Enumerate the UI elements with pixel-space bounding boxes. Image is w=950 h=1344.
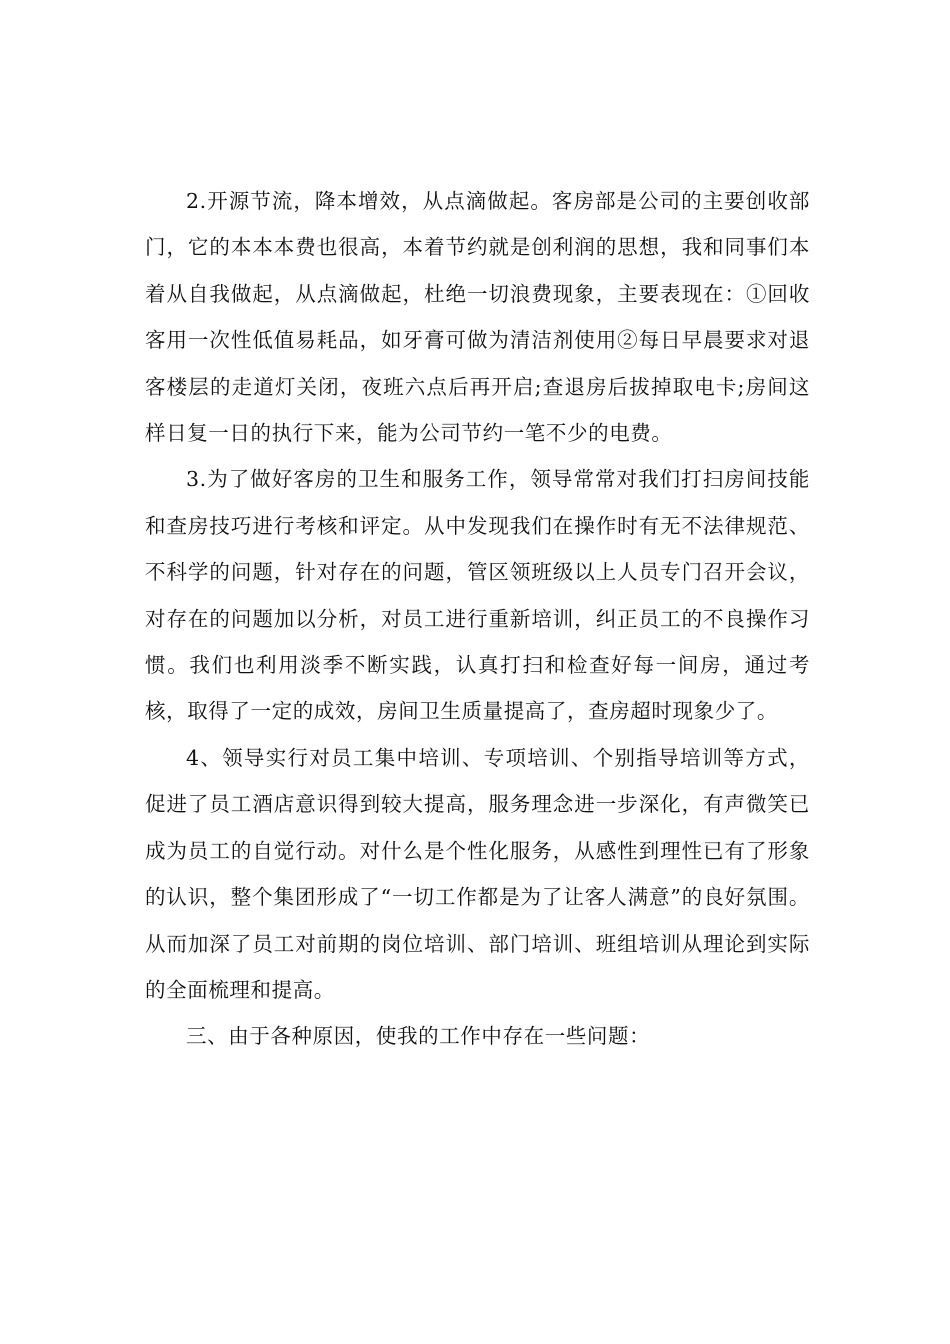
paragraph-hygiene-service: 3.为了做好客房的卫生和服务工作，领导常常对我们打扫房间技能和查房技巧进行考核和评定。从中发现我们在操作时有无不法律规范、不科学的问题，针对存在的问题，管区领班级以上人员专门召开会议，对存在的问题加以分析，对员工进行重新培训，纠正员工的不良操作习惯。我们也利用淡季不断实践，认真打扫和检查好每一间房，通过考核，取得了一定的成效，房间卫生质量提高了，查房超时现象少了。 — [145, 467, 810, 724]
paragraph-staff-training: 4、领导实行对员工集中培训、专项培训、个别指导培训等方式，促进了员工酒店意识得到较大提高，服务理念进一步深化，有声微笑已成为员工的自觉行动。对什么是个性化服务，从感性到理性已有了形象的认识，整个集团形成了“一切工作都是为了让客人满意”的良好氛围。从而加深了员工对前期的岗位培训、部门培训、班组培训从理论到实际的全面梳理和提高。 — [145, 745, 810, 1002]
section-heading-problems: 三、由于各种原因，使我的工作中存在一些问题： — [186, 1024, 651, 1049]
document-body — [145, 178, 810, 1060]
paragraph-energy-saving: 2.开源节流，降本增效，从点滴做起。客房部是公司的主要创收部门，它的本本本费也很高，本着节约就是创利润的思想，我和同事们本着从自我做起，从点滴做起，杜绝一切浪费现象，主要表现在：①回收客用一次性低值易耗品，如牙膏可做为清洁剂使用②每日早晨要求对退客楼层的走道灯关闭，夜班六点后再开启;查退房后拔掉取电卡;房间这样日复一日的执行下来，能为公司节约一笔不少的电费。 — [145, 189, 810, 446]
